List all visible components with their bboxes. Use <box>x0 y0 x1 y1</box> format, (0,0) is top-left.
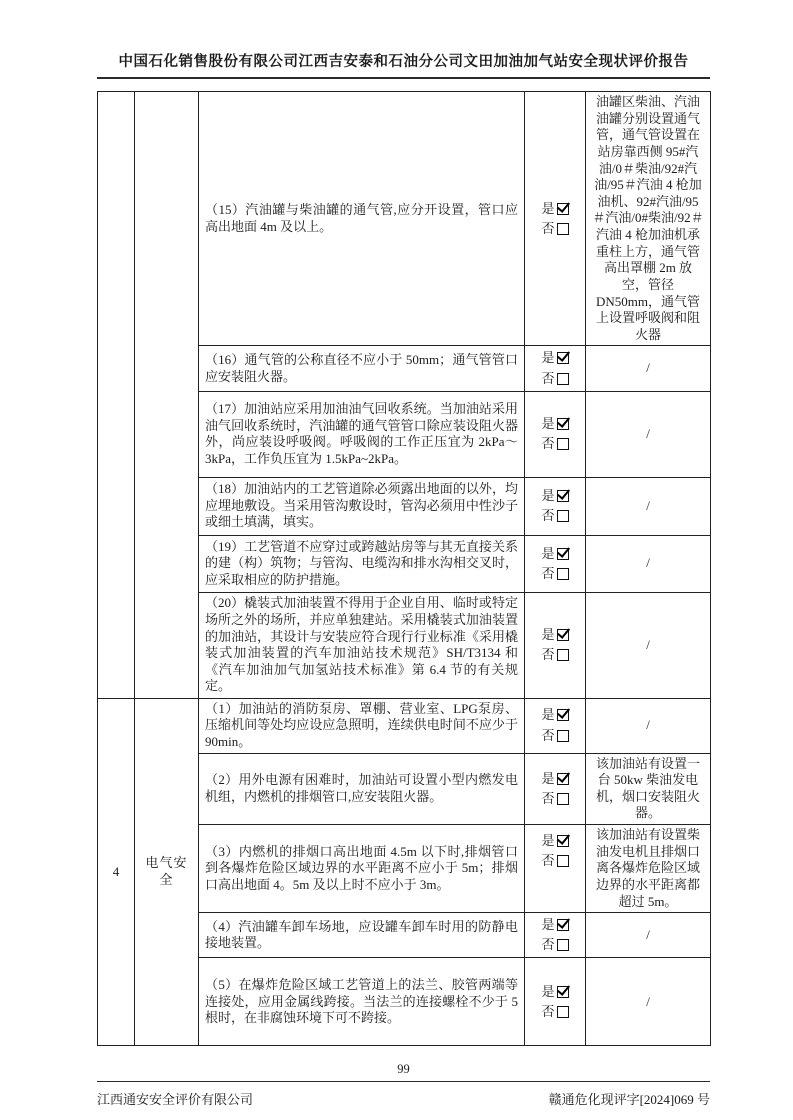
yes-checkbox-icon <box>557 418 569 430</box>
remark-cell: 油罐区柴油、汽油油罐分别设置通气管，通气管设置在站房靠西侧 95#汽油/0＃柴油/92#汽油/95＃汽油 4 枪加油机、92#汽油/95＃汽油/0#柴油/92＃汽油 4 枪加油机承重柱上方，通气管高出罩棚 2m 放空，管径 DN50mm，通气管上设置呼吸阀和阻火器 <box>586 92 711 346</box>
table-row <box>98 92 711 346</box>
no-label: 否 <box>541 565 555 581</box>
remark-cell: / <box>586 698 711 753</box>
footer-rule <box>97 1081 710 1082</box>
yes-label: 是 <box>541 627 555 643</box>
yes-label: 是 <box>541 917 555 933</box>
yes-no-cell <box>525 592 586 698</box>
footer-doc-number: 赣通危化现评字[2024]069 号 <box>548 1092 710 1108</box>
yes-checkbox-icon <box>557 490 569 502</box>
remark-cell: / <box>586 958 711 1046</box>
group-seq-cell: 4 <box>98 698 135 1046</box>
yes-no-cell <box>525 825 586 913</box>
yes-label: 是 <box>541 983 555 999</box>
page-number: 99 <box>397 1062 410 1077</box>
yes-checkbox-icon <box>557 629 569 641</box>
remark-cell: 该加油站有设置一台 50kw 柴油发电机，烟口安装阻火器。 <box>586 753 711 825</box>
yes-label: 是 <box>541 200 555 216</box>
item-text: （19）工艺管道不应穿过或跨越站房等与其无直接关系的建（构）筑物；与管沟、电缆沟和排水沟相交叉时，应采取相应的防护措施。 <box>199 535 525 592</box>
group-category-cell: 电气安全 <box>135 698 199 1046</box>
group-seq-cell <box>98 92 135 699</box>
no-label: 否 <box>541 1003 555 1019</box>
yes-label: 是 <box>541 488 555 504</box>
no-checkbox-icon <box>557 1006 569 1018</box>
no-checkbox-icon <box>557 510 569 522</box>
yes-checkbox-icon <box>557 352 569 364</box>
yes-checkbox-icon <box>557 773 569 785</box>
yes-checkbox-icon <box>557 835 569 847</box>
no-checkbox-icon <box>557 649 569 661</box>
item-text: （18）加油站内的工艺管道除必须露出地面的以外，均应埋地敷设。当采用管沟敷设时，管沟必须用中性沙子或细土填满，填实。 <box>199 477 525 535</box>
yes-no-cell <box>525 346 586 391</box>
yes-label: 是 <box>541 545 555 561</box>
report-title: 中国石化销售股份有限公司江西吉安泰和石油分公司文田加油加气站安全现状评价报告 <box>118 54 689 70</box>
remark-cell: / <box>586 913 711 958</box>
footer-company: 江西通安安全评价有限公司 <box>97 1092 254 1108</box>
checklist-table <box>97 91 711 1046</box>
no-checkbox-icon <box>557 730 569 742</box>
yes-checkbox-icon <box>557 919 569 931</box>
remark-cell: / <box>586 346 711 391</box>
item-text: （15）汽油罐与柴油罐的通气管,应分开设置，管口应高出地面 4m 及以上。 <box>199 92 525 346</box>
no-label: 否 <box>541 647 555 663</box>
item-text: （1）加油站的消防泵房、罩棚、营业室、LPG泵房、压缩机间等处均应设应急照明，连续供电时间不应少于 90min。 <box>199 698 525 753</box>
yes-no-cell <box>525 753 586 825</box>
yes-no-cell <box>525 958 586 1046</box>
remark-cell: / <box>586 592 711 698</box>
item-text: （3）内燃机的排烟口高出地面 4.5m 以下时,排烟管口到各爆炸危险区域边界的水平距离不应小于 5m；排烟口高出地面 4。5m 及以上时不应小于 3m。 <box>199 825 525 913</box>
item-text: （4）汽油罐车卸车场地，应设罐车卸车时用的防静电接地装置。 <box>199 913 525 958</box>
remark-cell: / <box>586 391 711 477</box>
group-category-cell <box>135 92 199 699</box>
item-text: （17）加油站应采用加油油气回收系统。当加油站采用油气回收系统时，汽油罐的通气管管口除应装设阻火器外，尚应装设呼吸阀。呼吸阀的工作正压宜为 2kPa～3kPa，工作负压宜为 1.5kPa~2kPa。 <box>199 391 525 477</box>
yes-label: 是 <box>541 833 555 849</box>
yes-checkbox-icon <box>557 203 569 215</box>
no-checkbox-icon <box>557 373 569 385</box>
yes-no-cell <box>525 698 586 753</box>
no-checkbox-icon <box>557 939 569 951</box>
no-label: 否 <box>541 790 555 806</box>
yes-label: 是 <box>541 416 555 432</box>
report-page <box>97 0 710 1108</box>
page-footer <box>97 1062 710 1108</box>
no-label: 否 <box>541 508 555 524</box>
item-text: （5）在爆炸危险区域工艺管道上的法兰、胶管两端等连接处，应用金属线跨接。当法兰的连接螺栓不少于 5 根时，在非腐蚀环境下可不跨接。 <box>199 958 525 1046</box>
no-label: 否 <box>541 370 555 386</box>
no-checkbox-icon <box>557 793 569 805</box>
item-text: （16）通气管的公称直径不应小于 50mm；通气管管口应安装阻火器。 <box>199 346 525 391</box>
yes-label: 是 <box>541 350 555 366</box>
yes-checkbox-icon <box>557 548 569 560</box>
no-checkbox-icon <box>557 223 569 235</box>
yes-label: 是 <box>541 707 555 723</box>
page-header <box>97 0 710 79</box>
yes-no-cell <box>525 535 586 592</box>
yes-label: 是 <box>541 770 555 786</box>
table-row <box>98 698 711 753</box>
remark-cell: 该加油站有设置柴油发电机且排烟口离各爆炸危险区域边界的水平距离都超过 5m。 <box>586 825 711 913</box>
yes-no-cell <box>525 913 586 958</box>
item-text: （20）橇装式加油装置不得用于企业自用、临时或特定场所之外的场所，并应单独建站。采用橇装式加油装置的加油站，其设计与安装应符合现行行业标准《采用橇装式加油装置的汽车加油站技术规范》SH/T3134 和《汽车加油加气加氢站技术标准》第 6.4 节的有关规定。 <box>199 592 525 698</box>
item-text: （2）用外电源有困难时，加油站可设置小型内燃发电机组，内燃机的排烟管口,应安装阻火器。 <box>199 753 525 825</box>
no-checkbox-icon <box>557 568 569 580</box>
remark-cell: / <box>586 535 711 592</box>
yes-checkbox-icon <box>557 709 569 721</box>
yes-no-cell <box>525 477 586 535</box>
no-label: 否 <box>541 937 555 953</box>
no-label: 否 <box>541 853 555 869</box>
no-checkbox-icon <box>557 438 569 450</box>
no-label: 否 <box>541 436 555 452</box>
header-rule <box>97 77 710 79</box>
no-checkbox-icon <box>557 855 569 867</box>
no-label: 否 <box>541 220 555 236</box>
yes-no-cell <box>525 391 586 477</box>
remark-cell: / <box>586 477 711 535</box>
yes-checkbox-icon <box>557 986 569 998</box>
yes-no-cell <box>525 92 586 346</box>
no-label: 否 <box>541 727 555 743</box>
